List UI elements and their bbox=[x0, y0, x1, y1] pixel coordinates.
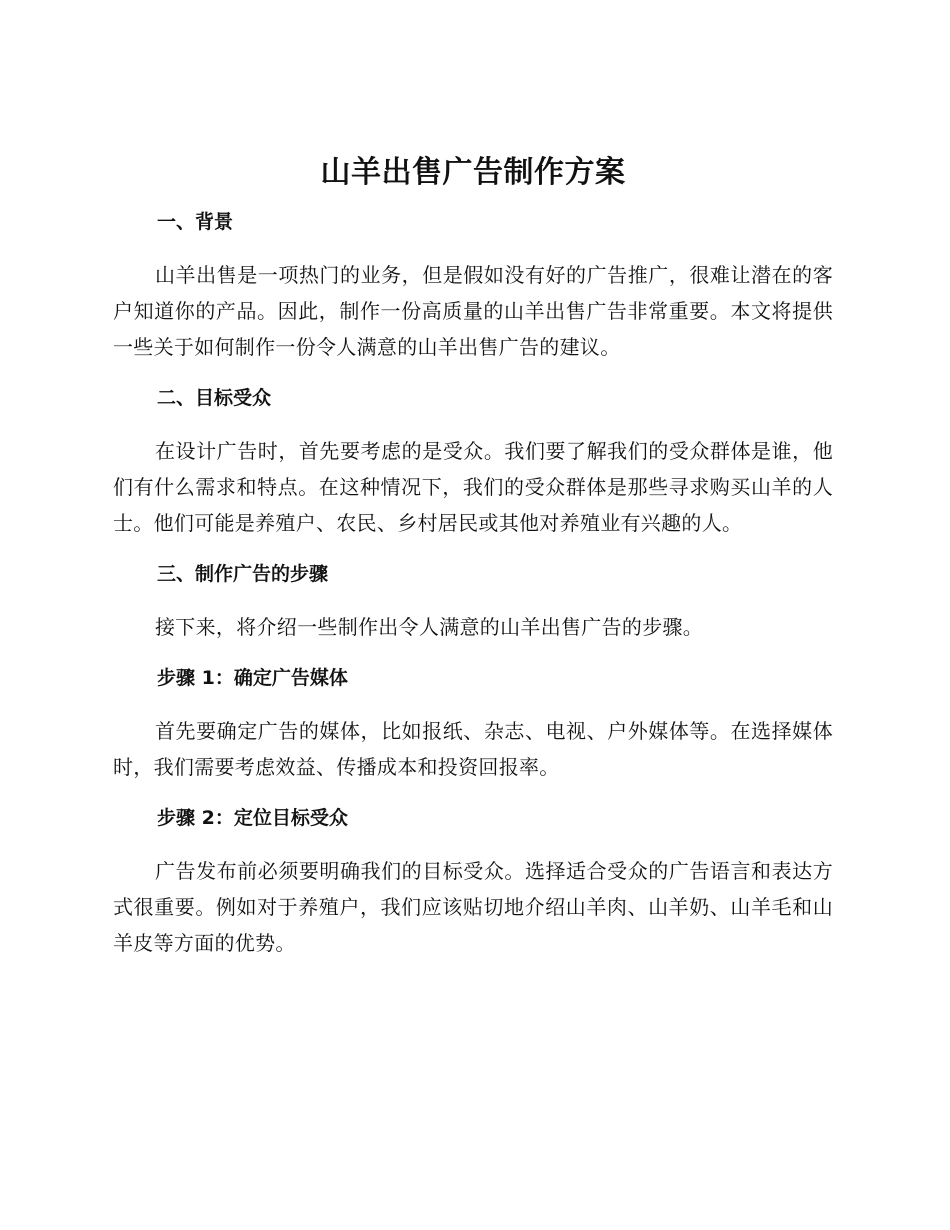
section-heading-background: 一、背景 bbox=[157, 211, 234, 233]
spacer bbox=[113, 414, 833, 433]
document-page bbox=[113, 150, 833, 961]
paragraph-step1: 首先要确定广告的媒体，比如报纸、杂志、电视、户外媒体等。在选择媒体时，我们需要考虑效益、传播成本和投资回报率。 bbox=[113, 719, 833, 779]
spacer bbox=[113, 694, 833, 713]
spacer bbox=[113, 785, 833, 802]
section-heading-step1: 步骤 1：确定广告媒体 bbox=[157, 667, 348, 689]
section-heading-audience: 二、目标受众 bbox=[157, 387, 272, 409]
section-heading-steps: 三、制作广告的步骤 bbox=[157, 563, 329, 585]
paragraph-steps: 接下来，将介绍一些制作出令人满意的山羊出售广告的步骤。 bbox=[155, 615, 704, 639]
paragraph-audience: 在设计广告时，首先要考虑的是受众。我们要了解我们的受众群体是谁，他们有什么需求和特点。在这种情况下，我们的受众群体是那些寻求购买山羊的人士。他们可能是养殖户、农民、乡村居民或其他对养殖业有兴趣的人。 bbox=[113, 439, 833, 535]
paragraph-background: 山羊出售是一项热门的业务，但是假如没有好的广告推广，很难让潜在的客户知道你的产品。因此，制作一份高质量的山羊出售广告非常重要。本文将提供一些关于如何制作一份令人满意的山羊出售广告的建议。 bbox=[113, 263, 833, 359]
spacer bbox=[113, 541, 833, 558]
spacer bbox=[113, 590, 833, 609]
spacer bbox=[113, 196, 833, 206]
spacer bbox=[113, 365, 833, 382]
paragraph-step2: 广告发布前必须要明确我们的目标受众。选择适合受众的广告语言和表达方式很重要。例如对于养殖户，我们应该贴切地介绍山羊肉、山羊奶、山羊毛和山羊皮等方面的优势。 bbox=[113, 859, 833, 955]
spacer bbox=[113, 645, 833, 662]
document-title: 山羊出售广告制作方案 bbox=[320, 155, 626, 190]
spacer bbox=[113, 238, 833, 257]
section-heading-step2: 步骤 2：定位目标受众 bbox=[157, 807, 348, 829]
spacer bbox=[113, 834, 833, 853]
